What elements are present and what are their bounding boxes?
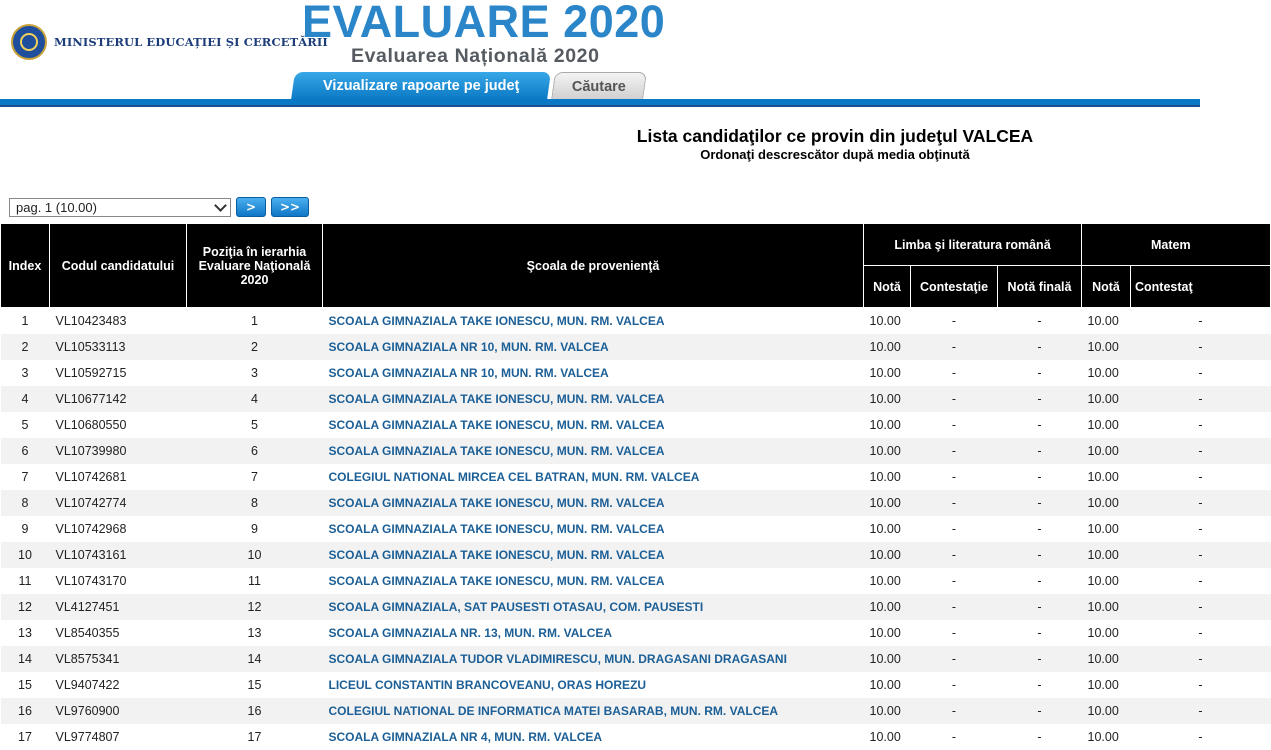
results-table	[0, 223, 1271, 750]
school-link[interactable]: SCOALA GIMNAZIALA NR. 13, MUN. RM. VALCEA	[328, 626, 613, 640]
cell-position: 13	[247, 626, 262, 640]
cell-candidate-code: VL9407422	[55, 678, 120, 692]
tab-label: Vizualizare rapoarte pe judeţ	[322, 78, 520, 94]
cell-position: 14	[187, 646, 323, 672]
cell-nota-romana: 10.00	[869, 470, 901, 484]
col-header-contestatie-mate[interactable]: Contestaţ	[1131, 266, 1271, 308]
cell-candidate-code: VL10533113	[50, 334, 187, 360]
last-page-button[interactable]: >>	[271, 197, 309, 217]
cell-nota-mate: 10.00	[1087, 470, 1119, 484]
cell-contestatie-romana: -	[911, 386, 998, 412]
table-row	[1, 464, 1271, 490]
cell-position: 3	[251, 366, 258, 380]
table-row	[1, 672, 1271, 698]
cell-index: 14	[1, 646, 50, 672]
col-header-nota-finala[interactable]: Notă finală	[998, 266, 1082, 308]
cell-contestatie-romana: -	[951, 730, 957, 744]
cell-nota-romana: 10.00	[869, 418, 901, 432]
cell-contestatie-romana: -	[951, 626, 957, 640]
school-link[interactable]: SCOALA GIMNAZIALA NR 10, MUN. RM. VALCEA	[323, 334, 864, 360]
cell-position: 9	[251, 522, 258, 536]
school-link[interactable]: SCOALA GIMNAZIALA TAKE IONESCU, MUN. RM. VALCEA	[328, 522, 665, 536]
cell-index: 13	[18, 626, 32, 640]
cell-nota-romana: 10.00	[864, 646, 911, 672]
cell-index: 1	[21, 314, 29, 328]
table-row	[1, 646, 1271, 672]
cell-nota-romana: 10.00	[864, 438, 911, 464]
cell-candidate-code: VL4127451	[50, 594, 187, 620]
cell-candidate-code: VL10743161	[50, 542, 187, 568]
cell-index: 16	[1, 698, 50, 724]
cell-nota-mate: 10.00	[1082, 698, 1131, 724]
school-link[interactable]: SCOALA GIMNAZIALA TAKE IONESCU, MUN. RM. VALCEA	[323, 542, 864, 568]
school-link[interactable]: LICEUL CONSTANTIN BRANCOVEANU, ORAS HOREZU	[328, 678, 647, 692]
cell-contestatie-romana: -	[951, 470, 957, 484]
cell-nota-mate: 10.00	[1087, 574, 1119, 588]
school-link[interactable]: SCOALA GIMNAZIALA TAKE IONESCU, MUN. RM. VALCEA	[328, 574, 665, 588]
table-row	[1, 620, 1271, 646]
site-header	[0, 0, 1200, 108]
cell-contestatie-romana: -	[911, 438, 998, 464]
cell-contestatie-mate: -	[1198, 626, 1203, 640]
cell-nota-mate: 10.00	[1087, 522, 1119, 536]
cell-contestatie-mate: -	[1131, 594, 1271, 620]
cell-index: 6	[1, 438, 50, 464]
cell-nota-finala-romana: -	[998, 438, 1082, 464]
cell-candidate-code: VL10739980	[50, 438, 187, 464]
cell-contestatie-romana: -	[951, 418, 957, 432]
cell-contestatie-mate: -	[1131, 438, 1271, 464]
cell-contestatie-mate: -	[1198, 574, 1203, 588]
cell-index: 9	[21, 522, 29, 536]
cell-contestatie-romana: -	[951, 574, 957, 588]
table-row	[1, 594, 1271, 620]
cell-index: 4	[1, 386, 50, 412]
pagination	[9, 197, 309, 217]
cell-candidate-code: VL9760900	[50, 698, 187, 724]
school-link[interactable]: SCOALA GIMNAZIALA TAKE IONESCU, MUN. RM. VALCEA	[328, 314, 665, 328]
col-group-mate: Matem	[1082, 224, 1271, 266]
cell-contestatie-romana: -	[911, 334, 998, 360]
page-select-value: pag. 1 (10.00)	[16, 199, 97, 215]
cell-nota-mate: 10.00	[1082, 594, 1131, 620]
school-link[interactable]: SCOALA GIMNAZIALA NR 4, MUN. RM. VALCEA	[328, 730, 603, 744]
cell-position: 12	[187, 594, 323, 620]
cell-nota-romana: 10.00	[869, 314, 901, 328]
cell-contestatie-mate: -	[1198, 522, 1203, 536]
cell-contestatie-mate: -	[1131, 490, 1271, 516]
cell-contestatie-mate: -	[1131, 542, 1271, 568]
cell-nota-finala-romana: -	[1037, 366, 1042, 380]
cell-position: 6	[187, 438, 323, 464]
cell-position: 4	[187, 386, 323, 412]
cell-nota-finala-romana: -	[998, 334, 1082, 360]
cell-candidate-code: VL10592715	[55, 366, 127, 380]
cell-nota-mate: 10.00	[1082, 646, 1131, 672]
table-row	[1, 724, 1271, 750]
school-link[interactable]: SCOALA GIMNAZIALA TAKE IONESCU, MUN. RM. VALCEA	[323, 386, 864, 412]
cell-position: 1	[251, 314, 258, 328]
cell-contestatie-romana: -	[951, 522, 957, 536]
cell-contestatie-romana: -	[911, 542, 998, 568]
cell-nota-mate: 10.00	[1082, 542, 1131, 568]
cell-index: 8	[1, 490, 50, 516]
cell-position: 8	[187, 490, 323, 516]
cell-contestatie-mate: -	[1198, 678, 1203, 692]
table-row	[1, 698, 1271, 724]
cell-contestatie-romana: -	[951, 366, 957, 380]
cell-index: 10	[1, 542, 50, 568]
cell-nota-romana: 10.00	[869, 522, 901, 536]
next-page-button[interactable]: >	[236, 197, 266, 217]
school-link[interactable]: SCOALA GIMNAZIALA TAKE IONESCU, MUN. RM. VALCEA	[323, 490, 864, 516]
cell-contestatie-romana: -	[911, 490, 998, 516]
cell-contestatie-mate: -	[1198, 314, 1203, 328]
cell-candidate-code: VL10742681	[55, 470, 127, 484]
cell-position: 10	[187, 542, 323, 568]
school-link[interactable]: COLEGIUL NATIONAL MIRCEA CEL BATRAN, MUN. RM. VALCEA	[328, 470, 700, 484]
cell-contestatie-mate: -	[1131, 334, 1271, 360]
cell-index: 12	[1, 594, 50, 620]
site-logo-subtitle: Evaluarea Națională 2020	[351, 45, 600, 67]
col-header-contestatie[interactable]: Contestaţie	[911, 266, 998, 308]
cell-nota-finala-romana: -	[1037, 574, 1042, 588]
cell-contestatie-romana: -	[951, 678, 957, 692]
cell-nota-romana: 10.00	[864, 698, 911, 724]
cell-nota-mate: 10.00	[1087, 366, 1119, 380]
chevron-down-icon	[214, 199, 227, 212]
cell-contestatie-mate: -	[1198, 366, 1203, 380]
cell-contestatie-romana: -	[911, 646, 998, 672]
cell-nota-mate: 10.00	[1087, 730, 1119, 744]
tab-cautare[interactable]	[551, 72, 647, 100]
cell-nota-mate: 10.00	[1087, 418, 1119, 432]
cell-nota-finala-romana: -	[998, 386, 1082, 412]
cell-contestatie-mate: -	[1198, 418, 1203, 432]
cell-nota-mate: 10.00	[1087, 314, 1119, 328]
table-row	[1, 568, 1271, 594]
cell-nota-finala-romana: -	[1037, 314, 1042, 328]
site-logo-title: EVALUARE 2020	[302, 0, 666, 47]
cell-candidate-code: VL8540355	[55, 626, 120, 640]
cell-position: 11	[248, 574, 261, 588]
tab-label: Căutare	[571, 78, 626, 95]
school-link[interactable]: COLEGIUL NATIONAL DE INFORMATICA MATEI BASARAB, MUN. RM. VALCEA	[323, 698, 864, 724]
cell-index: 3	[21, 366, 29, 380]
table-row	[1, 386, 1271, 412]
school-link[interactable]: SCOALA GIMNAZIALA TUDOR VLADIMIRESCU, MUN. DRAGASANI DRAGASANI	[323, 646, 864, 672]
col-header-code[interactable]: Codul candidatului	[50, 224, 187, 308]
school-link[interactable]: SCOALA GIMNAZIALA TAKE IONESCU, MUN. RM. VALCEA	[328, 418, 665, 432]
table-row	[1, 438, 1271, 464]
col-header-nota-mate[interactable]: Notă	[1082, 266, 1131, 308]
cell-nota-romana: 10.00	[869, 574, 901, 588]
cell-index: 11	[18, 574, 32, 588]
school-link[interactable]: SCOALA GIMNAZIALA NR 10, MUN. RM. VALCEA	[328, 366, 609, 380]
cell-index: 7	[21, 470, 29, 484]
table-row	[1, 516, 1271, 542]
cell-index: 17	[18, 730, 32, 744]
cell-nota-finala-romana: -	[998, 594, 1082, 620]
page-select[interactable]	[9, 198, 231, 217]
cell-candidate-code: VL10423483	[55, 314, 127, 328]
cell-candidate-code: VL8575341	[50, 646, 187, 672]
cell-index: 2	[1, 334, 50, 360]
col-header-school[interactable]: Şcoala de provenienţă	[323, 224, 864, 308]
cell-nota-finala-romana: -	[998, 646, 1082, 672]
tab-rapoarte-pe-judet[interactable]	[291, 72, 551, 100]
cell-nota-finala-romana: -	[1037, 418, 1042, 432]
page-title: Lista candidaţilor ce provin din judeţul VALCEA	[636, 126, 1034, 146]
cell-index: 15	[18, 678, 32, 692]
ministry-name: MINISTERUL EDUCAȚIEI ȘI CERCETĂRII	[54, 35, 328, 49]
cell-nota-finala-romana: -	[1037, 626, 1042, 640]
cell-position: 2	[187, 334, 323, 360]
cell-position: 17	[247, 730, 262, 744]
table-row	[1, 490, 1271, 516]
school-link[interactable]: SCOALA GIMNAZIALA, SAT PAUSESTI OTASAU, COM. PAUSESTI	[323, 594, 864, 620]
table-row	[1, 334, 1271, 360]
cell-nota-romana: 10.00	[869, 678, 901, 692]
cell-nota-romana: 10.00	[869, 366, 901, 380]
cell-nota-mate: 10.00	[1087, 626, 1119, 640]
cell-nota-romana: 10.00	[869, 730, 901, 744]
cell-nota-finala-romana: -	[1037, 730, 1042, 744]
col-group-romana: Limba şi literatura română	[864, 224, 1082, 266]
cell-position: 16	[187, 698, 323, 724]
ministry-brand[interactable]	[11, 24, 328, 60]
table-row	[1, 308, 1271, 335]
cell-candidate-code: VL10742774	[50, 490, 187, 516]
cell-index: 5	[21, 418, 29, 432]
cell-position: 5	[251, 418, 258, 432]
cell-candidate-code: VL10680550	[55, 418, 127, 432]
cell-nota-romana: 10.00	[864, 490, 911, 516]
ministry-seal-icon	[11, 24, 47, 60]
cell-contestatie-mate: -	[1131, 698, 1271, 724]
cell-contestatie-romana: -	[951, 314, 957, 328]
cell-contestatie-mate: -	[1198, 470, 1203, 484]
cell-contestatie-romana: -	[911, 698, 998, 724]
cell-position: 15	[247, 678, 262, 692]
cell-nota-finala-romana: -	[998, 698, 1082, 724]
cell-candidate-code: VL10742968	[55, 522, 127, 536]
cell-nota-finala-romana: -	[998, 542, 1082, 568]
cell-contestatie-romana: -	[911, 594, 998, 620]
cell-candidate-code: VL10677142	[50, 386, 187, 412]
cell-contestatie-mate: -	[1131, 386, 1271, 412]
cell-nota-finala-romana: -	[1037, 678, 1042, 692]
cell-nota-mate: 10.00	[1082, 438, 1131, 464]
cell-nota-mate: 10.00	[1087, 678, 1119, 692]
cell-nota-romana: 10.00	[864, 334, 911, 360]
table-row	[1, 542, 1271, 568]
cell-nota-romana: 10.00	[864, 386, 911, 412]
cell-nota-finala-romana: -	[1037, 470, 1042, 484]
cell-nota-finala-romana: -	[998, 490, 1082, 516]
cell-nota-mate: 10.00	[1082, 334, 1131, 360]
cell-nota-romana: 10.00	[869, 626, 901, 640]
school-link[interactable]: SCOALA GIMNAZIALA TAKE IONESCU, MUN. RM. VALCEA	[323, 438, 864, 464]
cell-contestatie-mate: -	[1131, 646, 1271, 672]
cell-candidate-code: VL9774807	[55, 730, 120, 744]
col-header-index[interactable]: Index	[1, 224, 50, 308]
table-row	[1, 360, 1271, 386]
table-row	[1, 412, 1271, 438]
cell-nota-finala-romana: -	[1037, 522, 1042, 536]
col-header-nota[interactable]: Notă	[864, 266, 911, 308]
cell-position: 7	[251, 470, 258, 484]
cell-nota-romana: 10.00	[864, 542, 911, 568]
col-header-position[interactable]: Poziţia în ierarhia Evaluare Naţională 2020	[187, 224, 323, 308]
cell-nota-mate: 10.00	[1082, 386, 1131, 412]
cell-candidate-code: VL10743170	[55, 574, 127, 588]
nav-bar-divider	[0, 105, 1200, 107]
page-subtitle: Ordonaţi descrescător după media obţinută	[700, 147, 970, 162]
cell-contestatie-mate: -	[1198, 730, 1203, 744]
cell-nota-romana: 10.00	[864, 594, 911, 620]
cell-nota-mate: 10.00	[1082, 490, 1131, 516]
